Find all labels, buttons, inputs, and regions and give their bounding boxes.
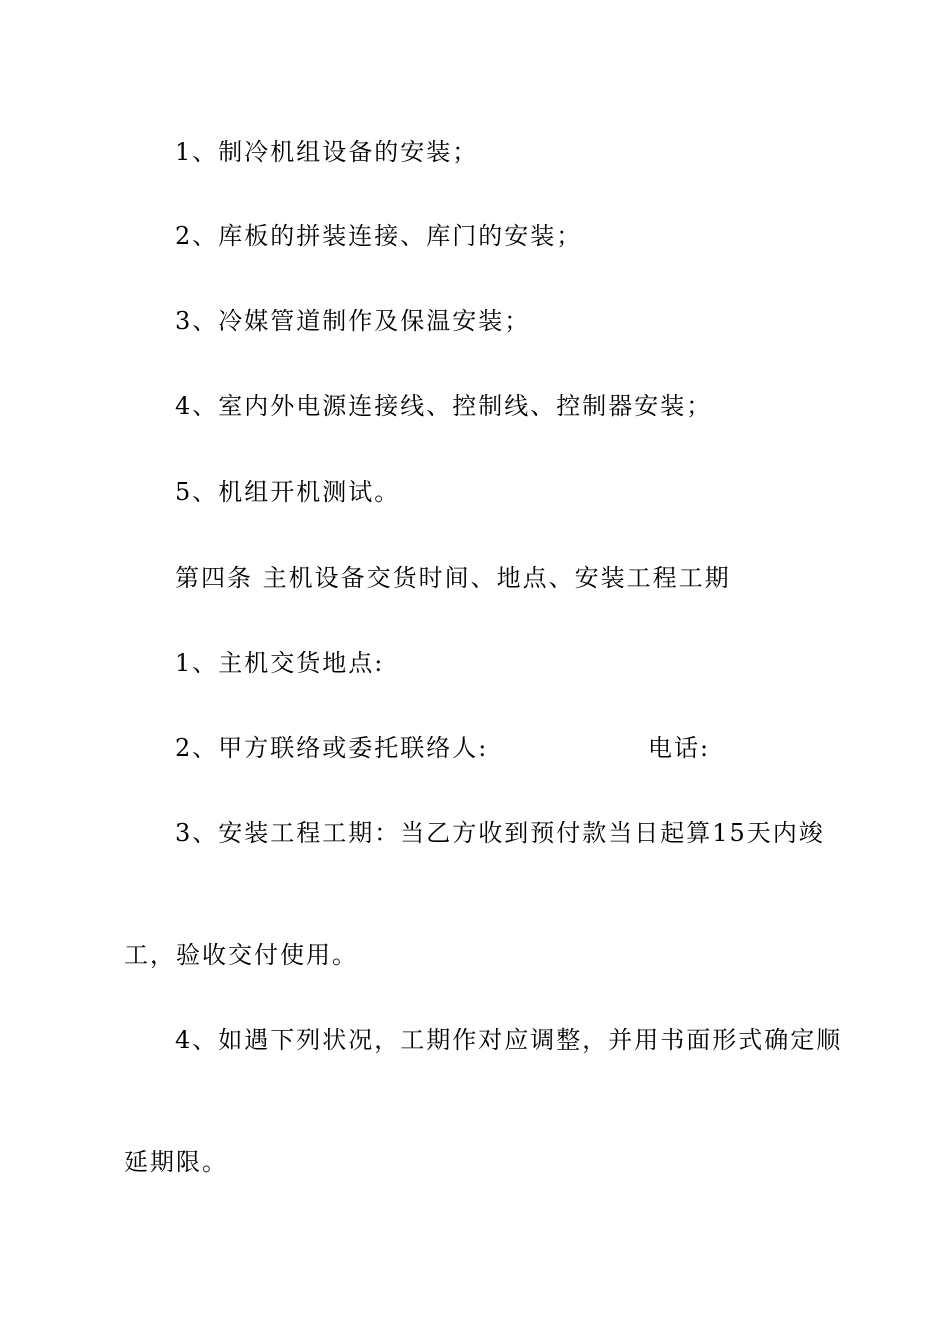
contact-person-line: 2、甲方联络或委托联络人: xyxy=(175,734,489,762)
item-5-startup-test: 5、机组开机测试。 xyxy=(175,478,401,506)
construction-period-continued: 工，验收交付使用。 xyxy=(124,941,358,969)
item-3-refrigerant-piping: 3、冷媒管道制作及保温安装； xyxy=(175,307,531,335)
item-4-electrical-wiring: 4、室内外电源连接线、控制线、控制器安装； xyxy=(175,392,713,420)
adjustment-clause-continued: 延期限。 xyxy=(124,1148,228,1176)
item-1-chiller-install: 1、制冷机组设备的安装； xyxy=(175,138,479,166)
article-4-heading: 第四条 主机设备交货时间、地点、安装工程工期 xyxy=(175,564,731,592)
contact-phone-label: 电话: xyxy=(648,734,711,762)
item-2-panel-door-install: 2、库板的拼装连接、库门的安装； xyxy=(175,222,583,250)
delivery-location-line: 1、主机交货地点: xyxy=(175,649,385,677)
construction-period-line: 3、安装工程工期：当乙方收到预付款当日起算15天内竣 xyxy=(175,819,825,847)
adjustment-clause-line: 4、如遇下列状况，工期作对应调整，并用书面形式确定顺 xyxy=(175,1026,843,1054)
